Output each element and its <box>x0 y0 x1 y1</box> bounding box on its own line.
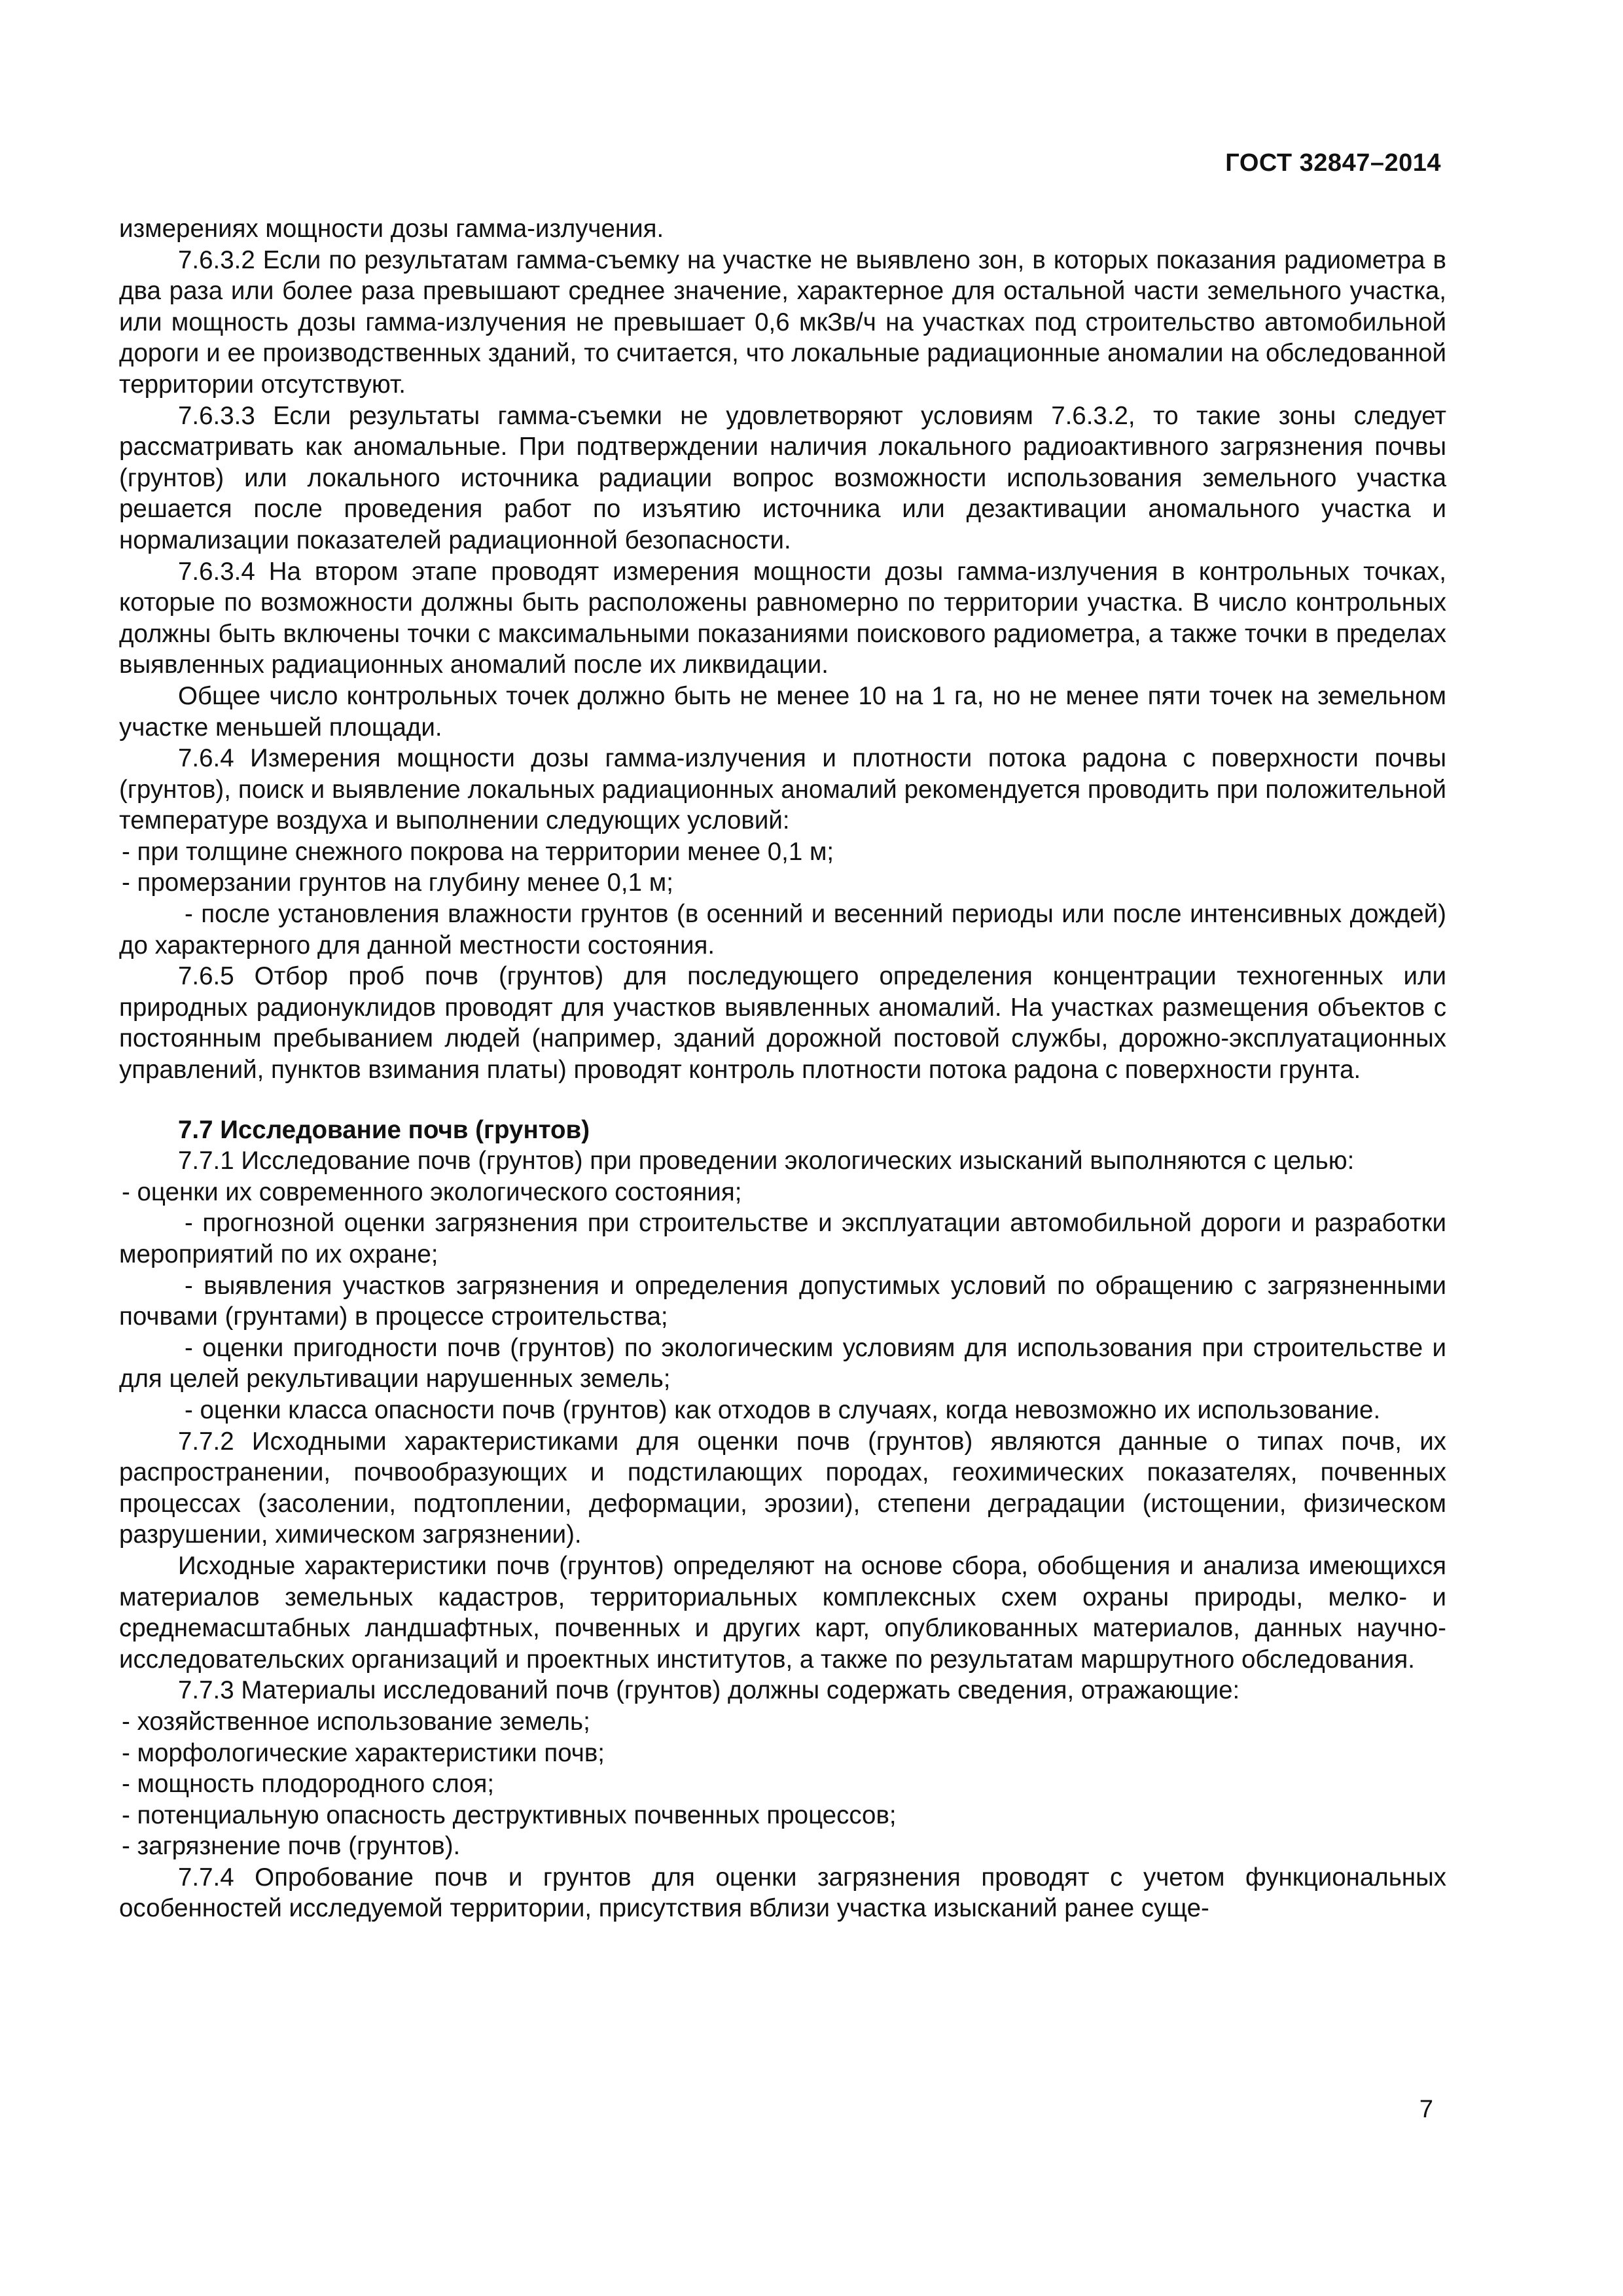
section-heading: 7.7 Исследование почв (грунтов) <box>178 1115 590 1144</box>
paragraph: 7.6.3.2 Если по результатам гамма-съемку на участке не выявлено зон, в которых показания радиометра в два раза или более раза превышают среднее значение, характерное для остальной части земельного участка, или мощность дозы гамма-излучения не превышает 0,6 мкЗв/ч на участках под строительство автомобильной дороги и ее производственных зданий, то считается, что локальные радиационные аномалии на обследованной территории отсутствуют. <box>119 245 1446 399</box>
list-item: - выявления участков загрязнения и определения допустимых условий по обращению с загрязненными почвами (грунтами) в процессе строительства; <box>119 1271 1446 1331</box>
paragraph: 7.7.1 Исследование почв (грунтов) при проведении экологических изысканий выполняются с целью: <box>178 1147 1355 1175</box>
list-item: - оценки их современного экологического состояния; <box>122 1177 742 1206</box>
list-item: - морфологические характеристики почв; <box>122 1738 605 1767</box>
list-item: - загрязнение почв (грунтов). <box>122 1832 461 1861</box>
standard-header: ГОСТ 32847–2014 <box>1225 149 1441 177</box>
paragraph: 7.6.3.3 Если результаты гамма-съемки не удовлетворяют условиям 7.6.3.2, то такие зоны следует рассматривать как аномальные. При подтверждении наличия локального радиоактивного загрязнения почвы (грунтов) или локального источника радиации вопрос возможности использования земельного участка решается после проведения работ по изъятию источника или дезактивации аномального участка и нормализации показателей радиационной безопасности. <box>119 401 1446 554</box>
list-item: - потенциальную опасность деструктивных почвенных процессов; <box>122 1801 897 1829</box>
list-item: - после установления влажности грунтов (в осенний и весенний периоды или после интенсивных дождей) до характерного для данной местности состояния. <box>119 900 1446 960</box>
document-body <box>119 213 1446 1924</box>
list-item: - прогнозной оценки загрязнения при строительстве и эксплуатации автомобильной дороги и разработки мероприятий по их охране; <box>119 1209 1446 1268</box>
list-item: - мощность плодородного слоя; <box>122 1770 495 1799</box>
list-item: - оценки класса опасности почв (грунтов) как отходов в случаях, когда невозможно их использование. <box>185 1395 1381 1424</box>
list-item: - промерзании грунтов на глубину менее 0,1 м; <box>122 869 673 897</box>
paragraph: Общее число контрольных точек должно быть не менее 10 на 1 га, но не менее пяти точек на земельном участке меньшей площади. <box>119 681 1446 742</box>
paragraph: Исходные характеристики почв (грунтов) определяют на основе сбора, обобщения и анализа имеющихся материалов земельных кадастров, территориальных комплексных схем охраны природы, мелко- и среднемасштабных ландшафтных, почвенных и других карт, опубликованных материалов, данных научно-исследовательских организаций и проектных институтов, а также по результатам маршрутного обследования. <box>119 1551 1446 1674</box>
list-item: - оценки пригодности почв (грунтов) по экологическим условиям для использования при строительстве и для целей рекультивации нарушенных земель; <box>119 1333 1446 1393</box>
paragraph: 7.7.3 Материалы исследований почв (грунтов) должны содержать сведения, отражающие: <box>178 1676 1240 1705</box>
page-number: 7 <box>1419 2096 1433 2123</box>
paragraph: 7.7.2 Исходными характеристиками для оценки почв (грунтов) являются данные о типах почв, их распространении, почвообразующих и подстилающих породах, геохимических показателях, почвенных процессах (засолении, подтоплении, деформации, эрозии), степени деградации (истощении, физическом разрушении, химическом загрязнении). <box>119 1427 1446 1549</box>
paragraph-continuation: измерениях мощности дозы гамма-излучения. <box>119 215 664 243</box>
paragraph: 7.6.5 Отбор проб почв (грунтов) для последующего определения концентрации техногенных или природных радионуклидов проводят для участков выявленных аномалий. На участках размещения объектов с постоянным пребыванием людей (например, зданий дорожной постовой службы, дорожно-эксплуатационных управлений, пунктов взимания платы) проводят контроль плотности потока радона с поверхности грунта. <box>119 962 1446 1085</box>
paragraph: 7.6.4 Измерения мощности дозы гамма-излучения и плотности потока радона с поверхности почвы (грунтов), поиск и выявление локальных радиационных аномалий рекомендуется проводить при положительной температуре воздуха и выполнении следующих условий: <box>119 744 1446 835</box>
paragraph: 7.6.3.4 На втором этапе проводят измерения мощности дозы гамма-излучения в контрольных точках, которые по возможности должны быть расположены равномерно по территории участка. В число контрольных должны быть включены точки с максимальными показаниями поискового радиометра, а также точки в пределах выявленных радиационных аномалий после их ликвидации. <box>119 557 1446 679</box>
paragraph: 7.7.4 Опробование почв и грунтов для оценки загрязнения проводят с учетом функциональных особенностей исследуемой территории, присутствия вблизи участка изысканий ранее суще- <box>119 1863 1446 1923</box>
list-item: - при толщине снежного покрова на территории менее 0,1 м; <box>122 837 834 866</box>
list-item: - хозяйственное использование земель; <box>122 1707 590 1736</box>
